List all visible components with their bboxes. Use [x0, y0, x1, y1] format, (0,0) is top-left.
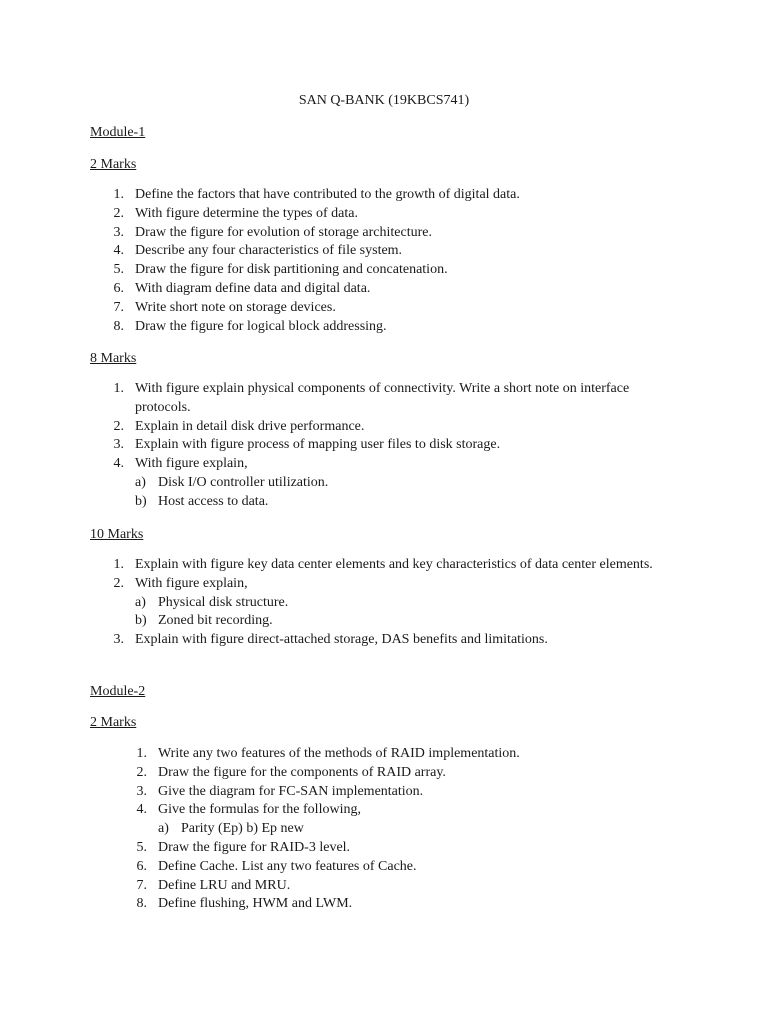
list-item: 4. Give the formulas for the following, [136, 802, 361, 818]
m1-2-marks-list [108, 186, 668, 336]
list-item: 1. Define the factors that have contributed to the growth of digital data. [113, 187, 520, 202]
m1-2-marks-heading: 2 Marks [90, 157, 137, 172]
list-item: 1. Write any two features of the methods of RAID implementation. [136, 746, 520, 761]
m2-2-marks-list [131, 745, 651, 914]
sub-list-item: b) Zoned bit recording. [135, 613, 273, 629]
list-item: 3. Draw the figure for evolution of storage architecture. [113, 224, 432, 240]
list-item: 4. With figure explain, [113, 456, 248, 472]
list-item: 7. Write short note on storage devices. [113, 299, 336, 315]
list-item: 8. Define flushing, HWM and LWM. [136, 896, 353, 912]
m1-8-marks-list [108, 380, 668, 512]
list-item: 2. With figure determine the types of data. [113, 205, 358, 221]
list-item: 2. With figure explain, [113, 575, 248, 591]
module-1-heading: Module-1 [90, 125, 146, 140]
m1-10-marks-list [108, 556, 678, 650]
list-item: 4. Describe any four characteristics of file system. [113, 243, 403, 259]
list-item: 1. Explain with figure key data center elements and key characteristics of data center elements. [113, 557, 653, 572]
list-item: 6. Define Cache. List any two features of Cache. [136, 858, 417, 874]
list-item: 3. Explain with figure process of mapping user files to disk storage. [113, 437, 501, 453]
m1-10-marks-heading: 10 Marks [90, 527, 144, 542]
sub-list-item: a) Disk I/O controller utilization. [135, 474, 329, 490]
m2-2-marks-heading: 2 Marks [90, 715, 137, 730]
list-item: 2. Draw the figure for the components of RAID array. [136, 764, 446, 780]
page-title: SAN Q-BANK (19KBCS741) [298, 93, 470, 108]
list-item: 5. Draw the figure for disk partitioning and concatenation. [113, 262, 448, 278]
sub-list-item: b) Host access to data. [135, 493, 269, 509]
m1-8-marks-heading: 8 Marks [90, 351, 137, 366]
list-item: 1. With figure explain physical components of connectivity. Write a short note on interface protocols. [113, 381, 630, 415]
list-item: 5. Draw the figure for RAID-3 level. [136, 839, 351, 855]
list-item: 2. Explain in detail disk drive performance. [113, 418, 365, 434]
list-item: 6. With diagram define data and digital data. [113, 280, 371, 296]
list-item: 7. Define LRU and MRU. [136, 877, 291, 893]
module-2-heading: Module-2 [90, 684, 146, 699]
sub-list-item: a) Physical disk structure. [135, 594, 289, 610]
sub-list-item: a) Parity (Ep) b) Ep new [158, 821, 304, 837]
list-item: 8. Draw the figure for logical block addressing. [113, 318, 387, 334]
list-item: 3. Explain with figure direct-attached storage, DAS benefits and limitations. [113, 632, 548, 648]
list-item: 3. Give the diagram for FC-SAN implementation. [136, 783, 424, 799]
